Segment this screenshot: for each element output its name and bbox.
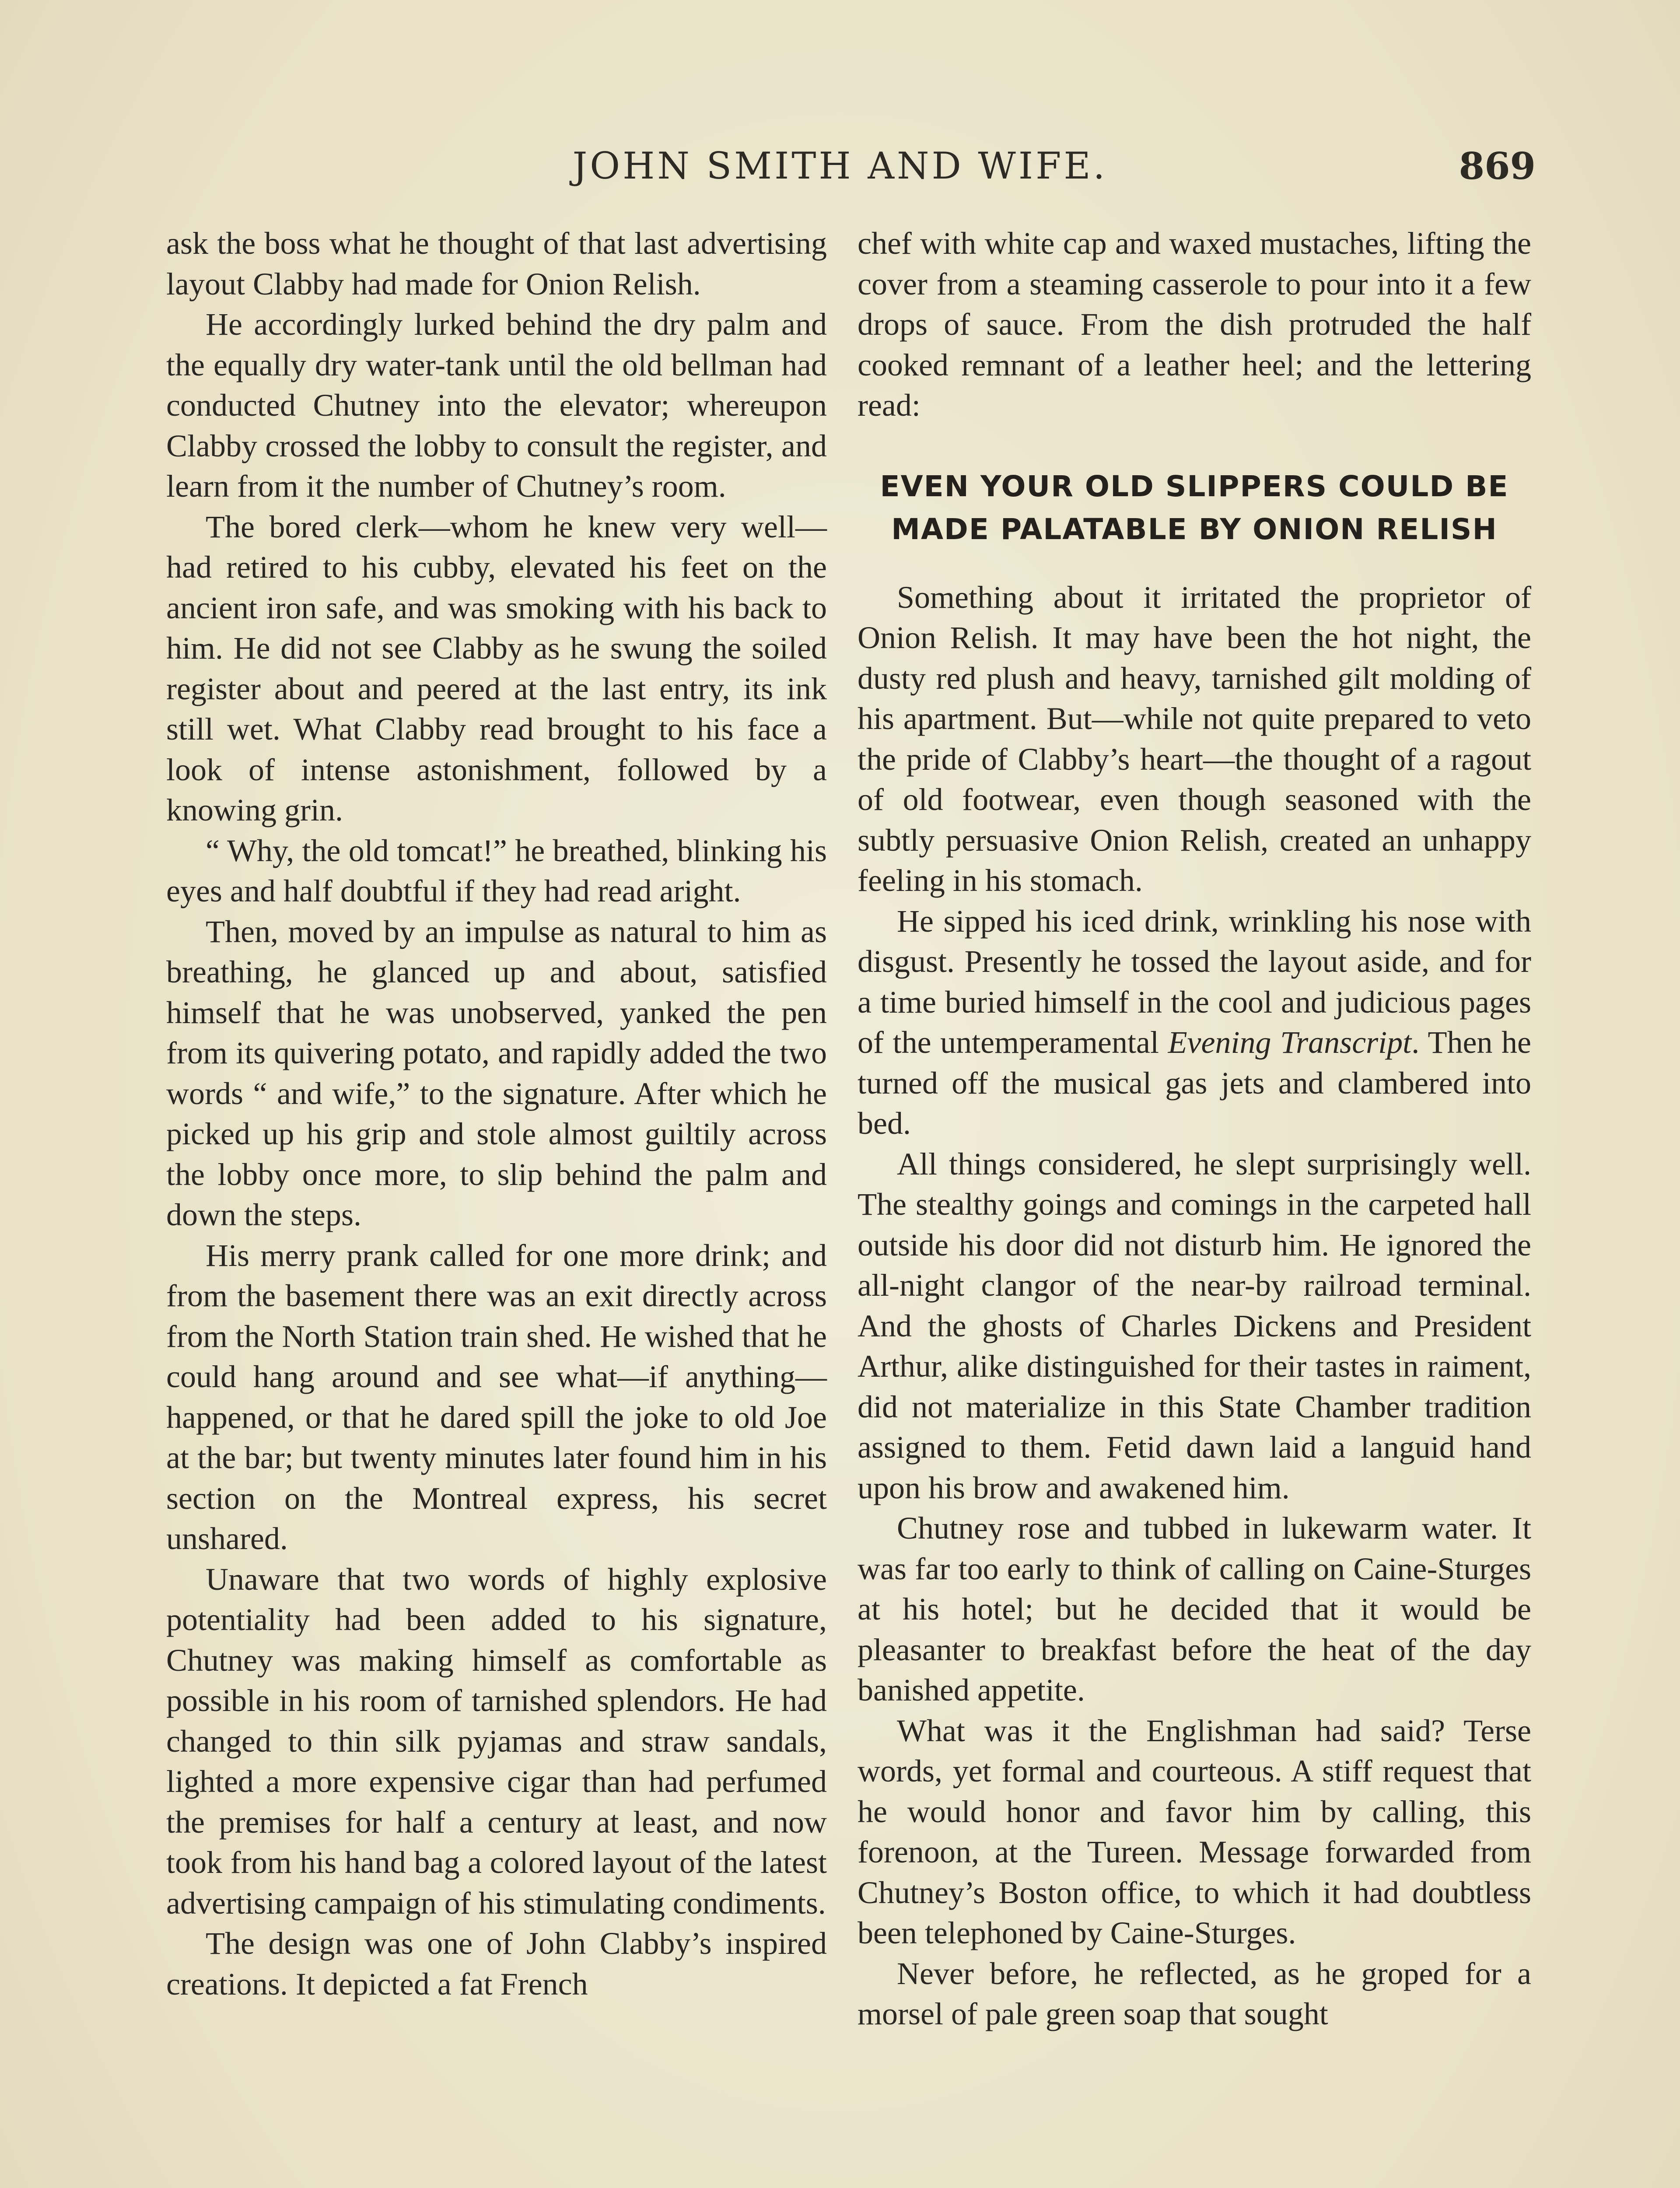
running-title: JOHN SMITH AND WIFE. [572, 144, 1108, 187]
right-paragraph-1: Something about it irritated the proprietor of Onion Relish. It may have been the hot night, the dusty red plush and heavy, tarnished gilt molding of his apartment. But—while not quite prepared to veto the pride of Clabby’s heart—the thought of a ragout of old footwear, even though seasoned with the subtly persuasive Onion Relish, created an unhappy feeling in his stomach. [858, 579, 1531, 898]
left-paragraph-5: Then, moved by an impulse as natural to him as breathing, he glanced up and about, satisfied himself that he was unobserved, yanked the pen from its quivering potato, and rapidly added the two words “ and wife,” to the signature. After which he picked up his grip and stole almost guiltily across the lobby once more, to slip behind the palm and down the steps. [166, 914, 827, 1232]
left-paragraph-7: Unaware that two words of highly explosive potentiality had been added to his signature, Chutney was making himself as comfortable as possible in his room of tarnished splendors. He had changed to thin silk pyjamas and straw sandals, lighted a more expensive cigar than had perfumed the premises for half a century at least, and now took from his hand bag a colored layout of the latest advertising campaign of his stimulating condiments. [166, 1561, 827, 1921]
right-paragraph-4: Chutney rose and tubbed in lukewarm water. It was far too early to think of calling on Caine-Sturges at his hotel; but he decided that it would be pleasanter to breakfast before the heat of the day banished appetite. [858, 1511, 1531, 1708]
left-paragraph-8: The design was one of John Clabby’s inspired creations. It depicted a fat French [166, 1926, 827, 2002]
right-paragraph-5: What was it the Englishman had said? Terse words, yet formal and courteous. A stiff request that he would honor and favor him by calling, this forenoon, at the Tureen. Message forwarded from Chutney’s Boston office, to which it had doubtless been telephoned by Caine-Sturges. [858, 1713, 1531, 1950]
right-paragraph-2-start: He sipped his iced drink, wrinkling his nose with disgust. Presently he tossed the layout aside, and for a time buried himself in the cool and judicious pages of the untemperamental [858, 903, 1531, 1060]
right-paragraph-6: Never before, he reflected, as he groped for a morsel of pale green soap that sought [858, 1956, 1531, 2031]
right-paragraph-3: All things considered, he slept surprisingly well. The stealthy goings and comings in the carpeted hall outside his door did not disturb him. He ignored the all-night clangor of the near-by railroad terminal. And the ghosts of Charles Dickens and President Arthur, alike distinguished for their tastes in raiment, did not materialize in this State Chamber tradition assigned to them. Fetid dawn laid a languid hand upon his brow and awakened him. [858, 1146, 1531, 1505]
running-head [158, 144, 1536, 201]
right-column [858, 223, 1531, 2034]
newspaper-title: Evening Transcript [1168, 1025, 1412, 1060]
right-paragraph-opening: chef with white cap and waxed mustaches, lifting the cover from a steaming casserole to pour into it a few drops of sauce. From the dish protruded the half cooked remnant of a leather heel; and the lettering read: [858, 226, 1531, 423]
left-paragraph-2: He accordingly lurked behind the dry palm and the equally dry water-tank until the old bellman had conducted Chutney into the elevator; whereupon Clabby crossed the lobby to consult the register, and learn from it the number of Chutney’s room. [166, 307, 827, 504]
left-paragraph-6: His merry prank called for one more drink; and from the basement there was an exit directly across from the North Station train shed. He wished that he could hang around and see what—if anything—happened, or that he dared spill the joke to old Joe at the bar; but twenty minutes later found him in his section on the Montreal express, his secret unshared. [166, 1238, 827, 1556]
left-paragraph-1: ask the boss what he thought of that last advertising layout Clabby had made for Onion Relish. [166, 226, 827, 302]
left-paragraph-3: The bored clerk—whom he knew very well—had retired to his cubby, elevated his feet on the ancient iron safe, and was smoking with his back to him. He did not see Clabby as he swung the soiled register about and peered at the last entry, its ink still wet. What Clabby read brought to his face a look of intense astonishment, followed by a knowing grin. [166, 509, 827, 828]
page-number: 869 [1459, 144, 1536, 188]
right-paragraph-2-end: . Then he turned off the musical gas jets and clambered into bed. [858, 1025, 1532, 1141]
right-paragraph-2 [858, 901, 1531, 1144]
left-column [166, 223, 827, 2004]
left-paragraph-4: “ Why, the old tomcat!” he breathed, blinking his eyes and half doubtful if they had read aright. [166, 833, 827, 908]
advertising-slogan: EVEN YOUR OLD SLIPPERS COULD BE MADE PALATABLE BY ONION RELISH [880, 469, 1509, 546]
